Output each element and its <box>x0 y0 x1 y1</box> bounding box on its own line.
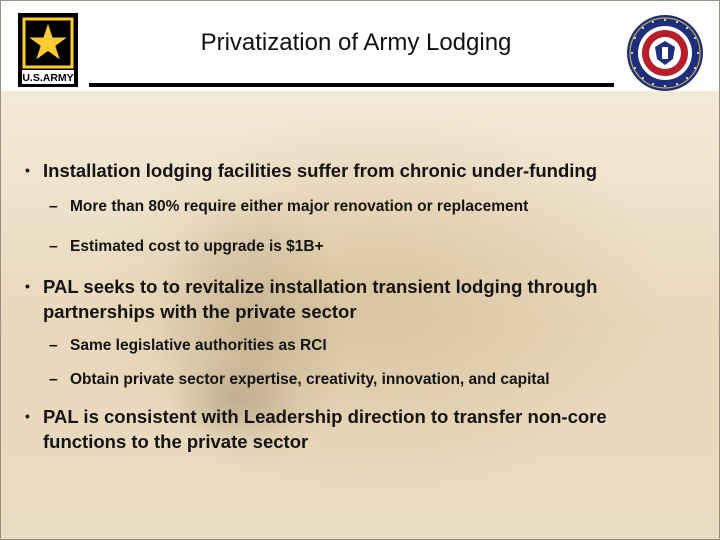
sub-bullet-text: Estimated cost to upgrade is $1B+ <box>70 238 324 255</box>
sub-bullet-1-2 <box>49 237 699 257</box>
slide-body <box>1 1 719 539</box>
sub-bullet-text: Same legislative authorities as RCI <box>70 337 327 354</box>
logo-text: U.S.ARMY <box>22 72 74 84</box>
bullet-text: Installation lodging facilities suffer from chronic under-funding <box>43 160 597 181</box>
bullet-2 <box>25 274 675 324</box>
sub-bullet-2-2 <box>49 370 699 390</box>
page-title: Privatization of Army Lodging <box>200 29 512 56</box>
bullet-dot: • <box>25 408 30 424</box>
sub-bullet-text: More than 80% require either major renovation or replacement <box>70 198 529 215</box>
bullet-text: PAL seeks to to revitalize installation transient lodging through partnerships with the private sector <box>43 276 598 322</box>
bullet-dot: • <box>25 162 30 178</box>
sub-bullet-2-1 <box>49 336 699 356</box>
bullet-3 <box>25 404 675 454</box>
bullet-1 <box>25 158 705 183</box>
bullet-dot: • <box>25 278 30 294</box>
bullet-text: PAL is consistent with Leadership direction to transfer non-core functions to the private sector <box>43 406 607 452</box>
sub-dash: – <box>49 198 58 215</box>
sub-bullet-1-1 <box>49 197 699 217</box>
sub-dash: – <box>49 238 58 255</box>
sub-dash: – <box>49 371 58 388</box>
sub-dash: – <box>49 337 58 354</box>
sub-bullet-text: Obtain private sector expertise, creativity, innovation, and capital <box>70 371 550 388</box>
